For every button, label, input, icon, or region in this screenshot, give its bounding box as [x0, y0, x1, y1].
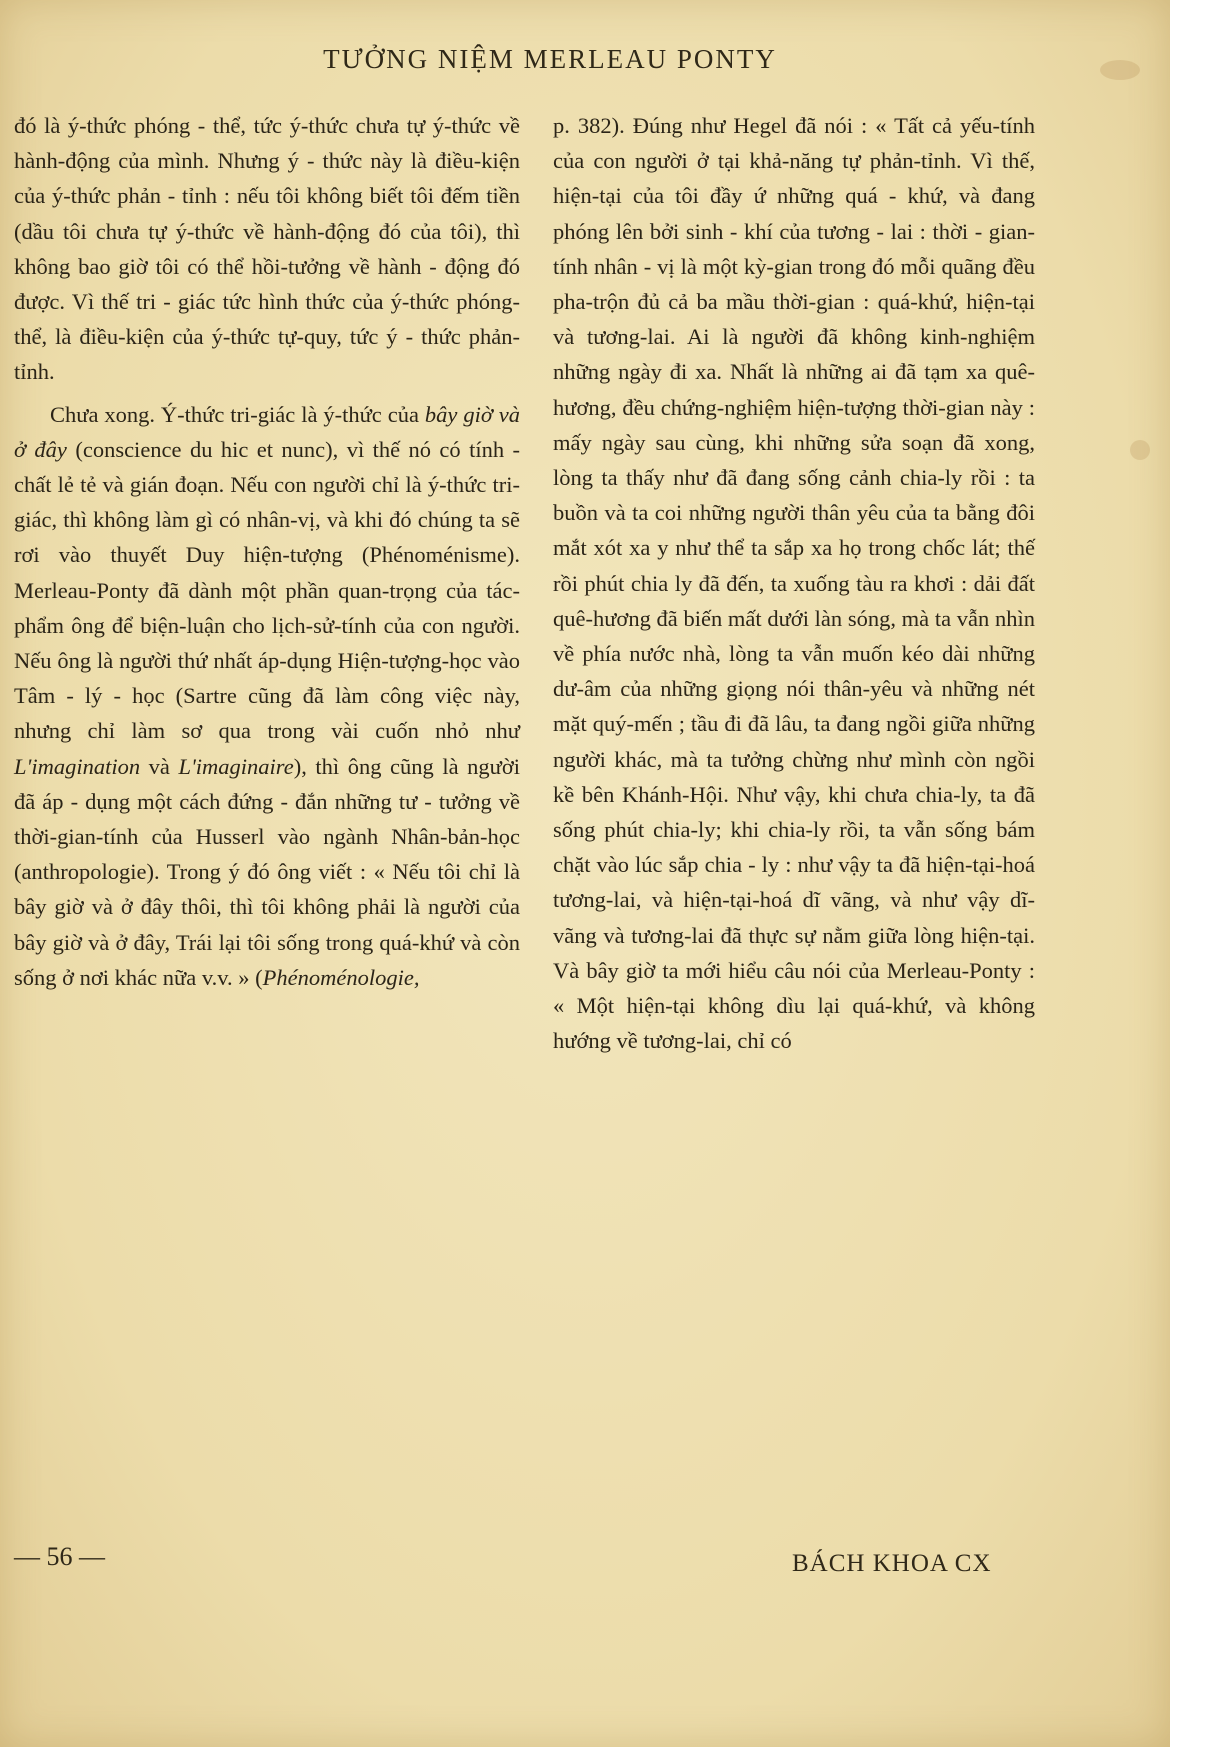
right-column: [553, 108, 1035, 1058]
page-number: — 56 —: [14, 1542, 105, 1571]
paper-stain: [1130, 440, 1150, 460]
publication-footer: BÁCH KHOA CX: [792, 1550, 992, 1577]
paragraph: Chưa xong. Ý-thức tri-giác là ý-thức của bây giờ và ở đây (conscience du hic et nunc), vì thế nó có tính - chất lẻ tẻ và gián đoạn. Nếu con người chỉ là ý-thức tri-giác, thì không làm gì có nhân-vị, và khi đó chúng ta sẽ rơi vào thuyết Duy hiện-tượng (Phénoménisme). Merleau-Ponty đã dành một phần quan-trọng của tác-phẩm ông để biện-luận cho lịch-sử-tính của con người. Nếu ông là người thứ nhất áp-dụng Hiện-tượng-học vào Tâm - lý - học (Sartre cũng đã làm công việc này, nhưng chỉ làm sơ qua trong vài cuốn nhỏ như L'imagination và L'imaginaire), thì ông cũng là người đã áp - dụng một cách đứng - đắn những tư - tưởng về thời-gian-tính của Husserl vào ngành Nhân-bản-học (anthropologie). Trong ý đó ông viết : « Nếu tôi chỉ là bây giờ và ở đây thôi, thì tôi không phải là người của bây giờ và ở đây, Trái lại tôi sống trong quá-khứ và còn sống ở nơi khác nữa v.v. » (Phénoménologie,: [14, 401, 521, 990]
paragraph: p. 382). Đúng như Hegel đã nói : « Tất cả yếu-tính của con người ở tại khả-năng tự phản-tỉnh. Vì thế, hiện-tại của tôi đầy ứ những quá - khứ, và đang phóng lên bởi sinh - khí của tương - lai : thời - gian-tính nhân - vị là một kỳ-gian trong đó mỗi quãng đều pha-trộn đủ cả ba mầu thời-gian : quá-khứ, hiện-tại và tương-lai. Ai là người đã không kinh-nghiệm những ngày đi xa. Nhất là những ai đã tạm xa quê-hương, đều chứng-nghiệm hiện-tượng thời-gian này : mấy ngày sau cùng, khi những sửa soạn đã xong, lòng ta thấy như đã đang sống cảnh chia-ly rồi : ta buồn và ta coi những người thân yêu của ta bằng đôi mắt xót xa y như thể ta sắp xa họ trong chốc lát; thế rồi phút chia ly đã đến, ta xuống tàu ra khơi : dải đất quê-hương đã biến mất dưới làn sóng, mà ta vẫn nhìn về phía nước nhà, lòng ta vẫn muốn kéo dài những dư-âm của những giọng nói thân-yêu và những nét mặt quý-mến ; tầu đi đã lâu, ta đang ngồi giữa những người khác, mà ta tưởng chừng như mình còn ngồi kề bên Khánh-Hội. Như vậy, khi chưa chia-ly, ta đã sống phút chia-ly; khi chia-ly rồi, ta vẫn sống bám chặt vào lúc sắp chia - ly : như vậy ta đã hiện-tại-hoá tương-lai, và hiện-tại-hoá dĩ vãng, và như vậy dĩ-vãng và tương-lai đã thực sự nằm giữa lòng hiện-tại. Và bây giờ ta mới hiểu câu nói của Merleau-Ponty : « Một hiện-tại không dìu lại quá-khứ, và không hướng về tương-lai, chỉ có: [553, 113, 1035, 1054]
left-column: [14, 108, 520, 995]
paragraph: đó là ý-thức phóng - thể, tức ý-thức chưa tự ý-thức về hành-động của mình. Nhưng ý - thức này là điều-kiện của ý-thức phản - tỉnh : nếu tôi không biết tôi đếm tiền (dầu tôi chưa tự ý-thức về hành-động đó của tôi), thì không bao giờ tôi có thể hồi-tưởng về hành - động đó được. Vì thế tri - giác tức hình thức của ý-thức phóng-thể, là điều-kiện của ý-thức tự-quy, tức ý - thức phản-tỉnh.: [14, 113, 520, 385]
running-header: TƯỞNG NIỆM MERLEAU PONTY: [323, 44, 777, 74]
paper-stain: [1100, 60, 1140, 80]
